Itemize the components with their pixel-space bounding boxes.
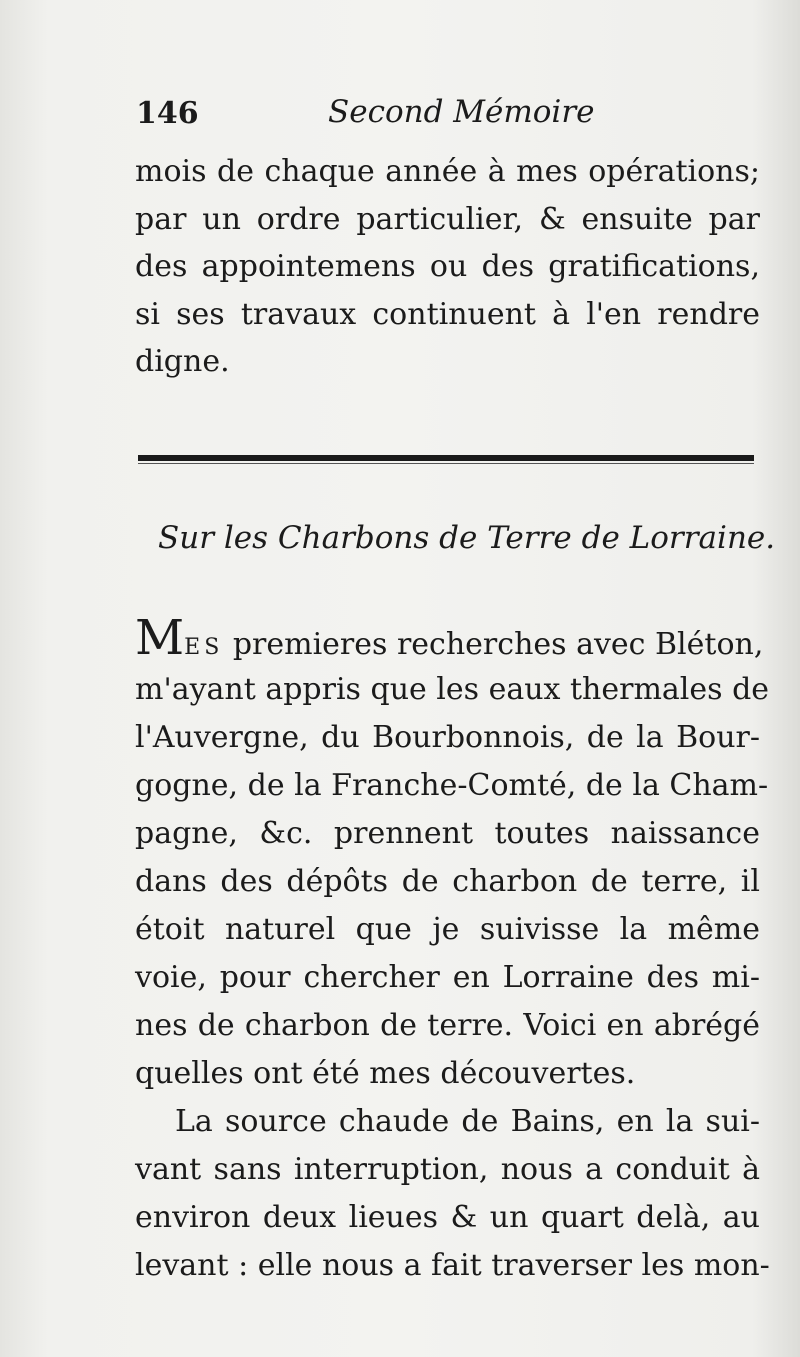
text-line: voie, pour chercher en Lorraine des mi-	[135, 960, 760, 995]
paragraph-continued	[135, 148, 760, 386]
text-line: par un ordre particulier, & ensuite par	[135, 201, 760, 237]
paragraph-main	[135, 610, 770, 1290]
running-title: Second Mémoire	[328, 94, 595, 130]
text-line: quelles ont été mes découvertes.	[135, 1056, 636, 1091]
text-line: si ses travaux continuent à l'en rendre	[135, 296, 760, 332]
text-line: La source chaude de Bains, en la sui-	[175, 1104, 760, 1139]
text-line: levant : elle nous a fait traverser les mon-	[135, 1248, 770, 1283]
text-line: m'ayant appris que les eaux thermales de	[135, 672, 770, 707]
text-line: gogne, de la Franche-Comté, de la Cham-	[135, 768, 769, 803]
text-line: environ deux lieues & un quart delà, au	[135, 1200, 760, 1235]
text-line: mois de chaque année à mes opérations;	[135, 154, 760, 189]
page-number: 146	[136, 96, 199, 131]
text-line: étoit naturel que je suivisse la même	[135, 912, 760, 947]
text-line: vant sans interruption, nous a conduit à	[135, 1152, 760, 1187]
section-divider-thin	[138, 463, 754, 464]
text-line-first	[135, 610, 764, 666]
drop-cap: M	[135, 610, 185, 666]
text-line: digne.	[135, 344, 230, 379]
section-divider	[138, 455, 754, 461]
text-line: nes de charbon de terre. Voici en abrégé	[135, 1008, 760, 1043]
text-line: pagne, &c. prennent toutes naissance	[135, 816, 760, 851]
text-line: dans des dépôts de charbon de terre, il	[135, 864, 760, 899]
section-title: Sur les Charbons de Terre de Lorraine.	[158, 520, 776, 556]
text-fragment: premieres recherches avec Bléton,	[223, 627, 764, 662]
small-caps: ES	[184, 635, 224, 660]
text-line: l'Auvergne, du Bourbonnois, de la Bour-	[135, 720, 760, 755]
text-line: des appointemens ou des gratifications,	[135, 249, 760, 284]
page-header	[128, 92, 768, 140]
